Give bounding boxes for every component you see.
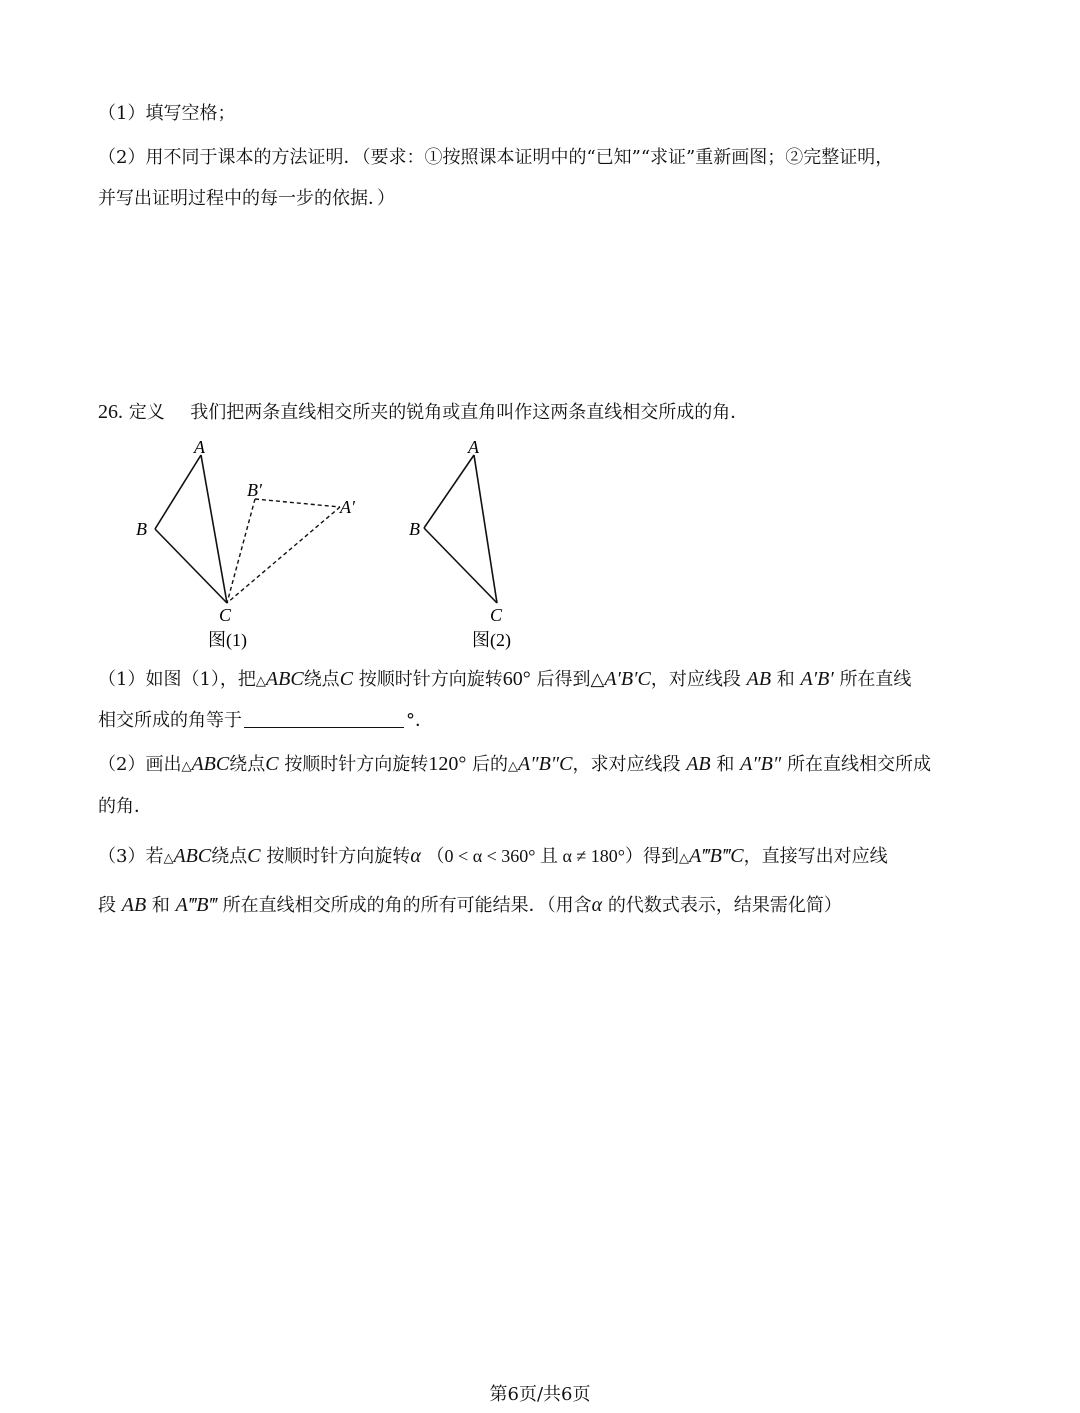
angle-120: 120° xyxy=(428,753,467,775)
alpha-symbol: α xyxy=(410,845,421,867)
label-a-prime: A′ xyxy=(340,497,355,517)
sub1-text-e: 后得到 xyxy=(536,669,591,690)
sub3-text-a: （3）若 xyxy=(98,846,164,867)
sub3-line2-c: 所在直线相交所成的角的所有可能结果．（用含 xyxy=(222,895,592,916)
figure-1 xyxy=(120,430,380,660)
triangle-symbol: △ xyxy=(181,759,192,774)
sub1-text-h: 所在直线 xyxy=(839,669,912,690)
label-b-2: B xyxy=(409,519,420,539)
part1-text: （1）填写空格； xyxy=(98,103,236,124)
sub2-text-h: 所在直线相交所成 xyxy=(786,754,931,775)
sub3-line2-b: 和 xyxy=(151,895,170,916)
segment-ab: AB xyxy=(686,753,711,775)
triangle-a-double-prime-label: A″B″C xyxy=(518,753,573,775)
triangle-a-prime-b-prime-c xyxy=(227,499,340,603)
point-c: C xyxy=(339,668,354,690)
part2-line2: 并写出证明过程中的每一步的依据．） xyxy=(98,188,395,209)
segment-a-prime-b-prime: A′B′ xyxy=(800,668,834,690)
sub2-text-g: 和 xyxy=(716,754,735,775)
sub3-text-f: ，直接写出对应线 xyxy=(743,846,888,867)
sub3-text-d: 按顺时针方向旋转 xyxy=(266,846,411,867)
sub1-text-f: ，对应线段 xyxy=(650,669,741,690)
sub1-text-b: 绕点 xyxy=(303,669,340,690)
sub2-text-a: （2）画出 xyxy=(98,754,182,775)
segment-a-double-prime-b-double-prime: A″B″ xyxy=(740,753,782,775)
triangle-a-triple-prime-label: A‴B‴C xyxy=(689,845,744,867)
sub2-text-f: ，求对应线段 xyxy=(572,754,681,775)
label-c: C xyxy=(219,605,232,625)
triangle-symbol-2: △ xyxy=(590,669,605,690)
triangle-symbol-2: △ xyxy=(508,759,519,774)
sub2-text-b: 绕点 xyxy=(229,754,266,775)
sub3-text-e: 得到 xyxy=(643,846,679,867)
label-a: A xyxy=(194,437,205,457)
alpha-condition: （0 < α < 360° 且 α ≠ 180°） xyxy=(426,846,643,866)
page-footer: 第6页/共6页 xyxy=(489,1384,591,1405)
figure-2 xyxy=(395,430,555,660)
segment-a-triple-prime-b-triple-prime: A‴B‴ xyxy=(175,894,217,916)
triangle-a-prime-label: A′B′C xyxy=(604,668,651,690)
sub3-line2 xyxy=(98,892,842,919)
sub1-line2-text: 相交所成的角等于 xyxy=(98,710,242,731)
sub1-line1 xyxy=(98,666,911,695)
triangle-abc xyxy=(155,455,227,603)
definition-text: 我们把两条直线相交所夹的锐角或直角叫作这两条直线相交所成的角． xyxy=(190,402,749,423)
question-number: 26. xyxy=(98,401,123,423)
sub2-line2: 的角． xyxy=(98,796,152,817)
label-b: B xyxy=(136,519,147,539)
sub1-line2 xyxy=(98,708,433,734)
segment-ab: AB xyxy=(121,894,147,916)
point-c: C xyxy=(247,845,261,867)
triangle-abc-label: ABC xyxy=(173,845,212,867)
alpha-symbol-2: α xyxy=(591,894,603,916)
triangle-abc-label: ABC xyxy=(191,753,230,775)
sub2-text-e: 后的 xyxy=(472,754,509,775)
segment-ab: AB xyxy=(746,668,772,690)
sub2-line1 xyxy=(98,751,931,780)
figure-1-caption: 图(1) xyxy=(208,630,247,650)
question-26-definition xyxy=(98,399,748,426)
point-c: C xyxy=(265,753,279,775)
sub3-line2-a: 段 xyxy=(98,895,116,916)
definition-label: 定义 xyxy=(128,402,165,423)
degree-suffix: °． xyxy=(406,710,433,731)
triangle-symbol: △ xyxy=(163,851,174,866)
label-a-2: A xyxy=(468,437,479,457)
triangle-abc-label: ABC xyxy=(265,668,304,690)
label-c-2: C xyxy=(490,605,503,625)
triangle-symbol-2: △ xyxy=(679,851,689,866)
sub3-line1 xyxy=(98,843,888,872)
angle-60: 60° xyxy=(502,668,531,690)
sub1-text-d: 按顺时针方向旋转 xyxy=(358,669,503,690)
sub3-text-b: 绕点 xyxy=(211,846,248,867)
triangle-symbol: △ xyxy=(255,674,266,689)
figure-2-caption: 图(2) xyxy=(472,630,511,650)
sub1-text-a: （1）如图（1），把 xyxy=(98,669,256,690)
answer-blank[interactable] xyxy=(244,709,404,728)
label-b-prime: B′ xyxy=(247,480,262,500)
sub1-text-g: 和 xyxy=(776,669,795,690)
sub2-text-d: 按顺时针方向旋转 xyxy=(284,754,429,775)
sub3-line2-d: 的代数式表示，结果需化简） xyxy=(607,895,842,916)
part2-line1: （2）用不同于课本的方法证明．（要求：①按照课本证明中的“已知”“求证”重新画图；②完整证明， xyxy=(98,147,894,168)
triangle-abc-2 xyxy=(424,455,497,603)
